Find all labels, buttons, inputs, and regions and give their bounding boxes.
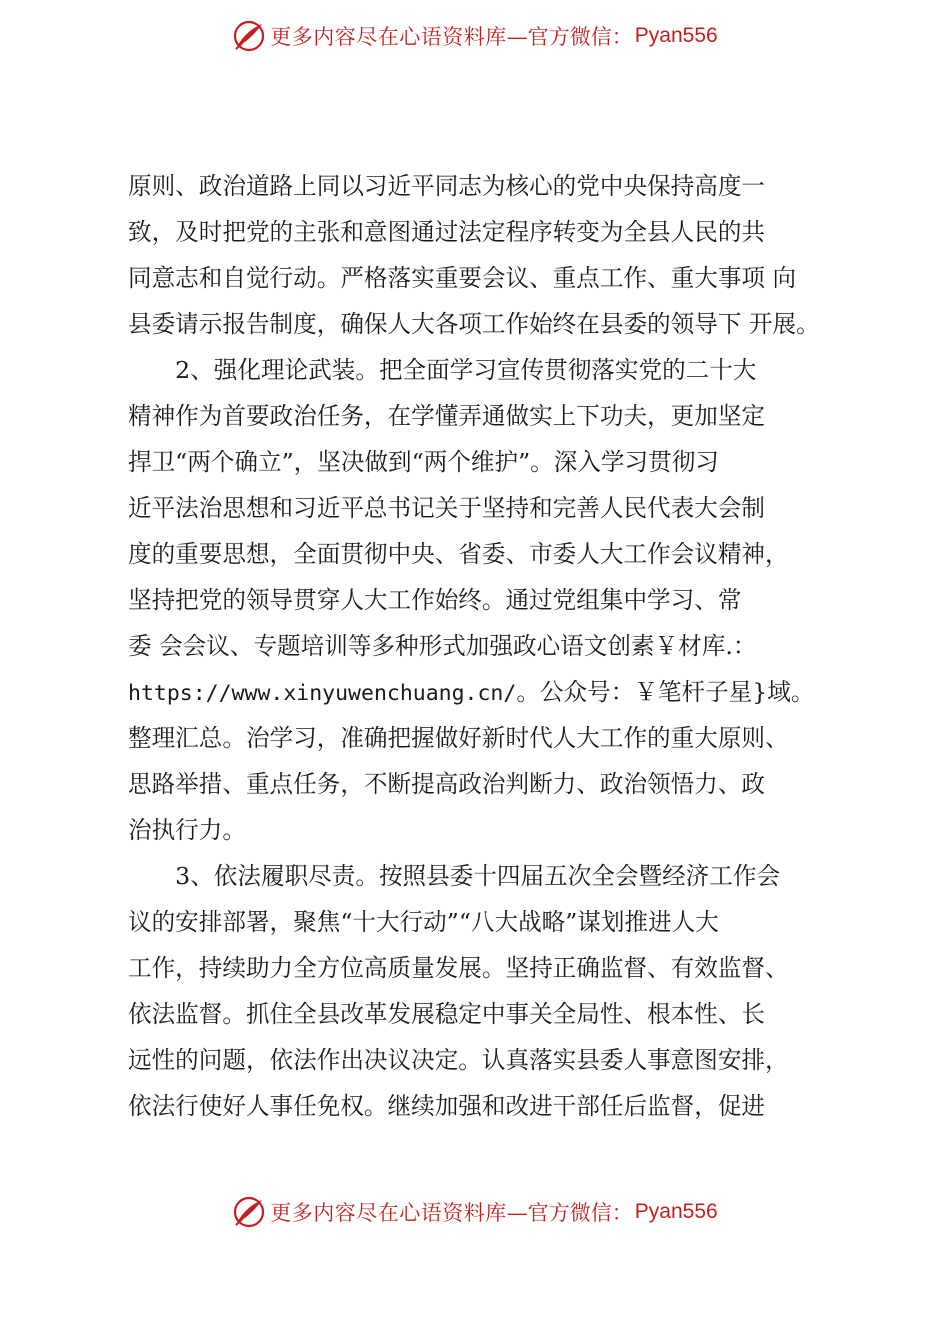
footer-wechat-handle: Pyan556 — [634, 1200, 718, 1223]
body-line: 委 会会议、专题培训等多种形式加强政心语文创素￥材库.： — [128, 632, 757, 660]
body-line: 治执行力。 — [128, 816, 246, 844]
body-line: 精神作为首要政治任务，在学懂弄通做实上下功夫，更加坚定 — [128, 402, 766, 430]
body-line: 近平法治思想和习近平总书记关于坚持和完善人民代表大会制 — [128, 494, 766, 522]
header-wechat-handle: Pyan556 — [634, 24, 718, 47]
body-line: 度的重要思想，全面贯彻中央、省委、市委人大工作会议精神， — [128, 540, 789, 568]
body-line: 2、强化理论武装。把全面学习宣传贯彻落实党的二十大 — [128, 356, 757, 384]
body-line: 坚持把党的领导贯穿人大工作始终。通过党组集中学习、常 — [128, 586, 742, 614]
body-line-url — [128, 669, 828, 715]
body-line: 县委请示报告制度，确保人大各项工作始终在县委的领导下 开展。 — [128, 310, 820, 338]
header-banner — [0, 14, 950, 58]
body-line: 依法行使好人事任免权。继续加强和改进干部任后监督，促进 — [128, 1092, 766, 1120]
body-line: 依法监督。抓住全县改革发展稳定中事关全局性、根本性、长 — [128, 1000, 766, 1028]
body-line: 捍卫“两个确立”，坚决做到“两个维护”。深入学习贯彻习 — [128, 448, 719, 476]
body-line: 议的安排部署，聚焦“十大行动”“八大战略”谋划推进人大 — [128, 908, 719, 936]
body-line: 原则、政治道路上同以习近平同志为核心的党中央保持高度一 — [128, 172, 766, 200]
document-body — [128, 163, 828, 1129]
body-line: 远性的问题，依法作出决议决定。认真落实县委人事意图安排， — [128, 1046, 789, 1074]
source-url: https://www.xinyuwenchuang.cn/ — [128, 681, 517, 706]
quill-pen-logo-icon — [232, 1195, 266, 1229]
body-line: 致，及时把党的主张和意图通过法定程序转变为全县人民的共 — [128, 218, 766, 246]
url-tail-text: 。公众号：￥笔杆子星}域。 — [516, 678, 815, 706]
body-line: 工作，持续助力全方位高质量发展。坚持正确监督、有效监督、 — [128, 954, 789, 982]
footer-banner — [0, 1190, 950, 1234]
body-line: 3、依法履职尽责。按照县委十四届五次全会暨经济工作会 — [128, 862, 781, 890]
body-line: 同意志和自觉行动。严格落实重要会议、重点工作、重大事项 向 — [128, 264, 797, 292]
footer-separator: —官方微信： — [506, 1201, 633, 1225]
body-line: 整理汇总。治学习，准确把握做好新时代人大工作的重大原则、 — [128, 724, 789, 752]
body-line: 思路举措、重点任务，不断提高政治判断力、政治领悟力、政 — [128, 770, 766, 798]
quill-pen-logo-icon — [232, 19, 266, 53]
footer-title: 更多内容尽在心语资料库 — [270, 1201, 507, 1225]
header-separator: —官方微信： — [506, 25, 633, 49]
header-title: 更多内容尽在心语资料库 — [270, 25, 507, 49]
